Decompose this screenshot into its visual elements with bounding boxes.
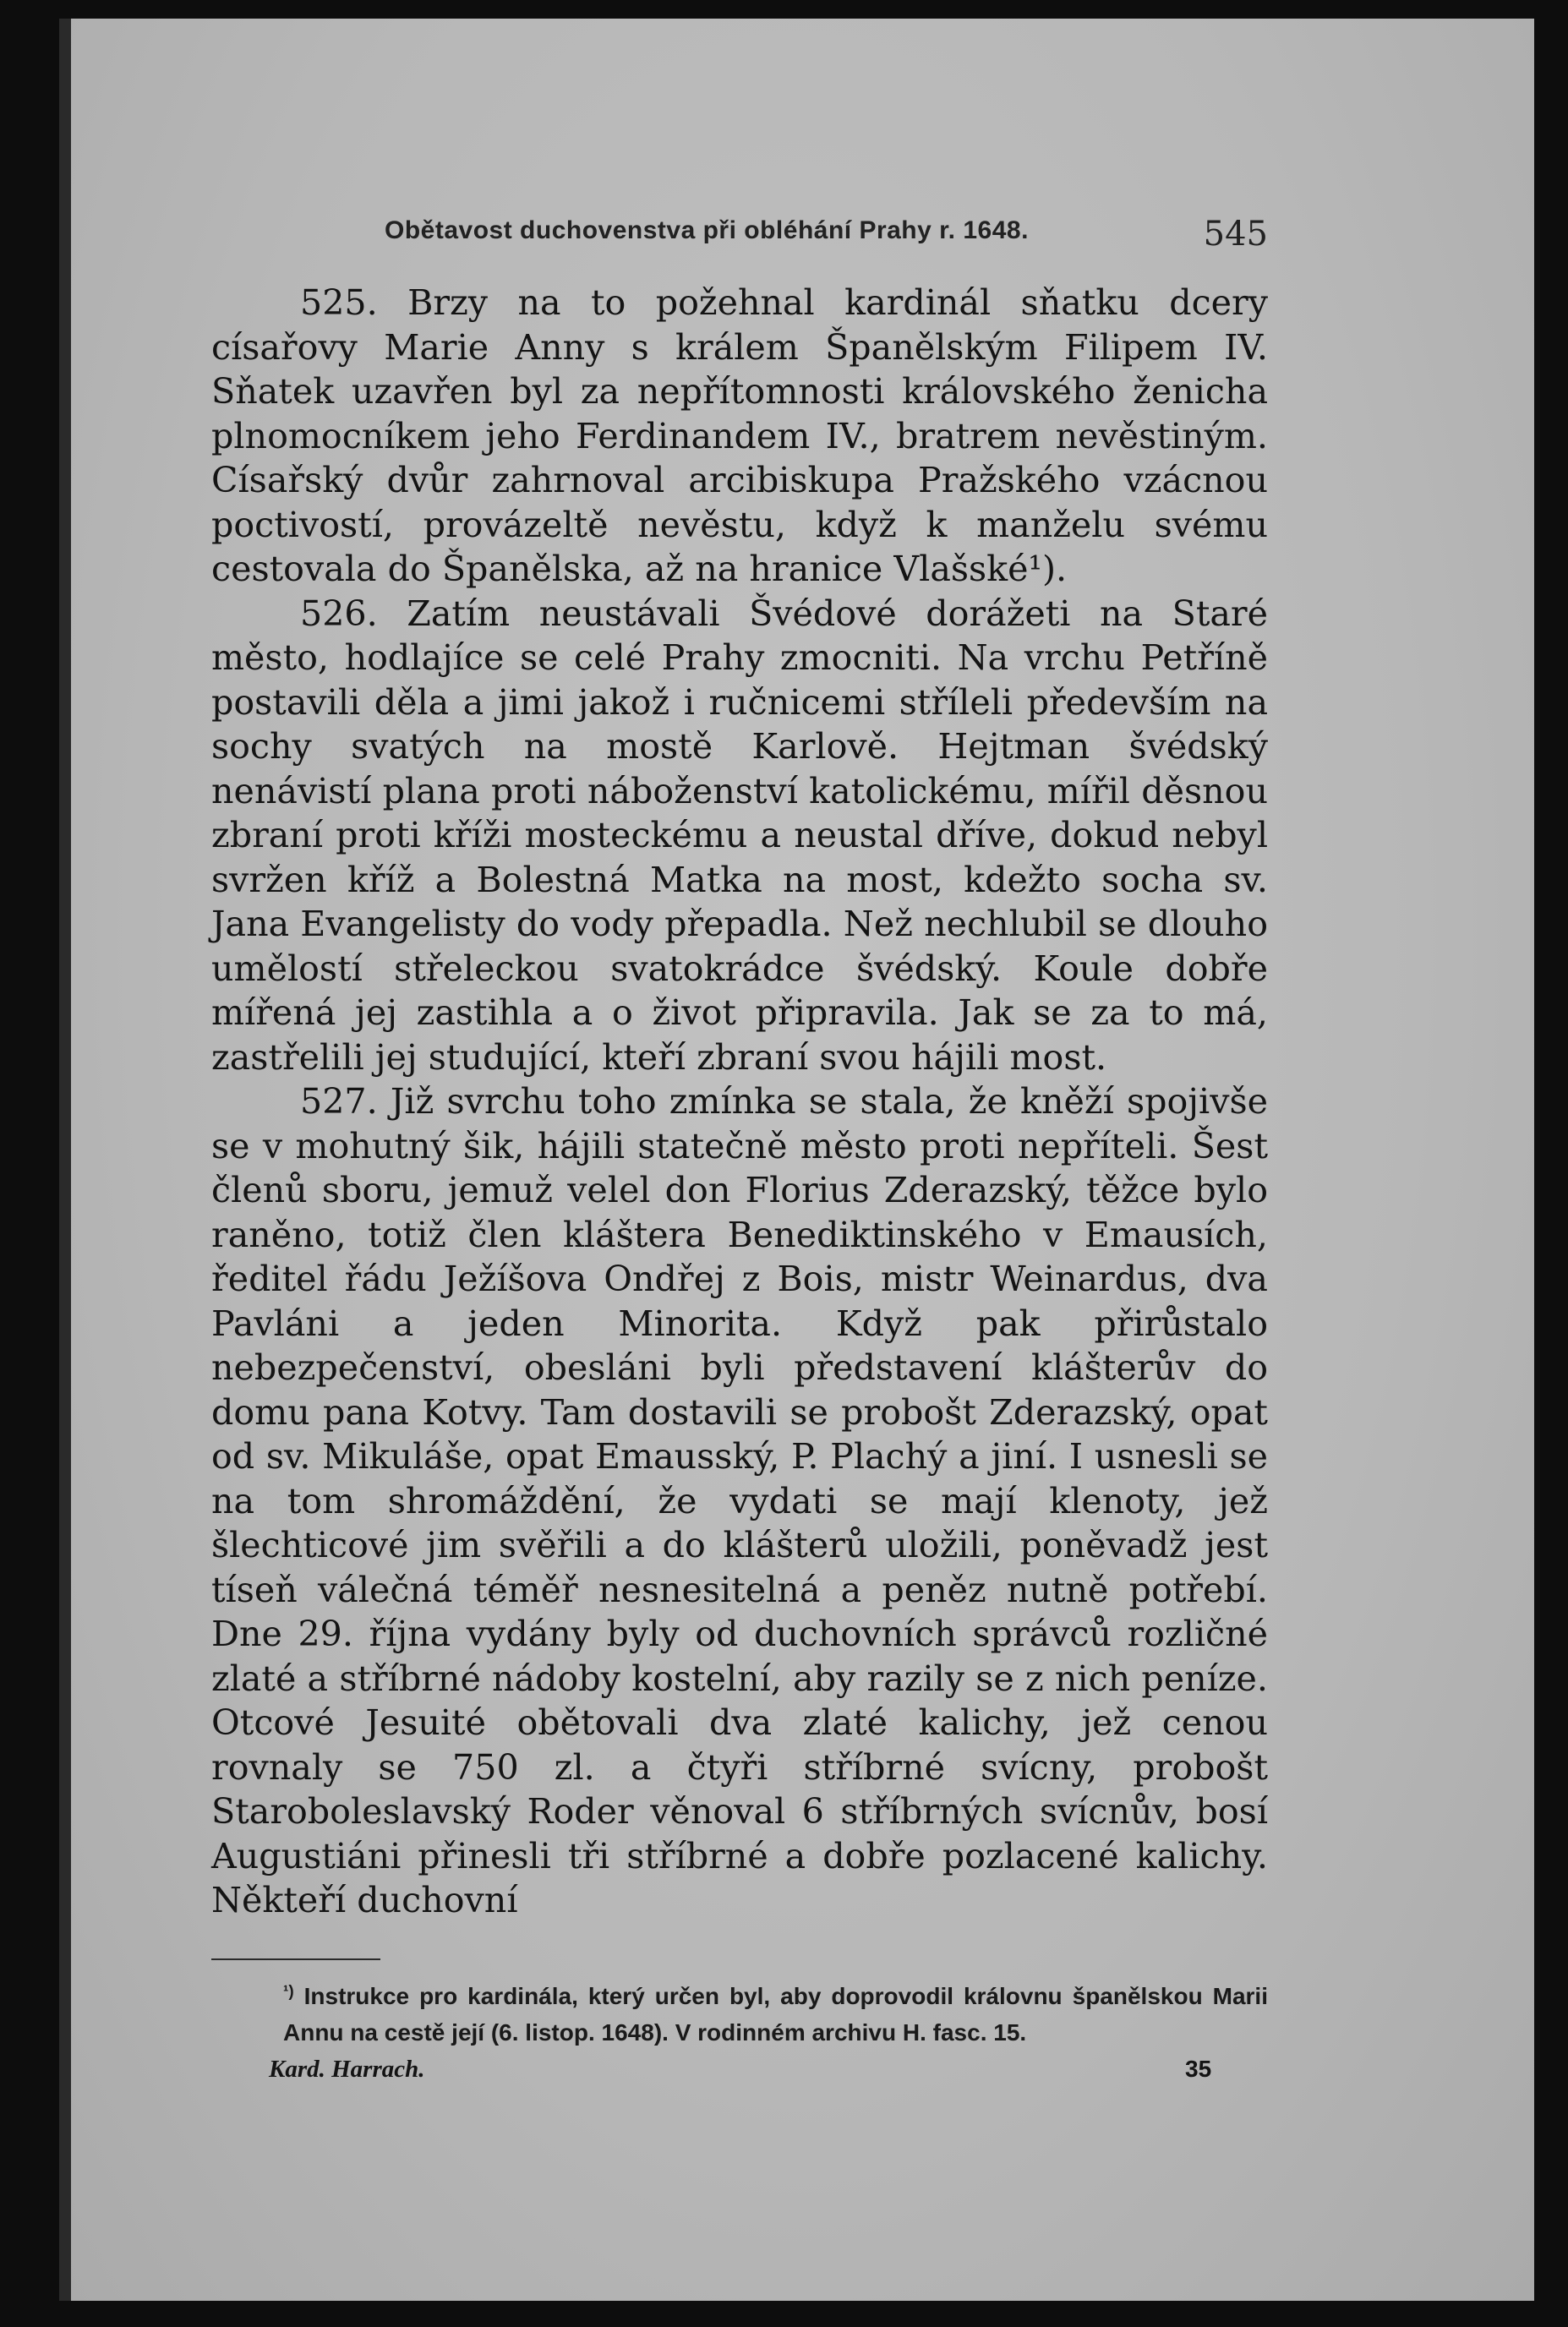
footnote-marker: ¹): [283, 1982, 294, 2001]
signature-text: Kard. Harrach.: [269, 2055, 425, 2083]
sheet-number: 35: [1185, 2055, 1212, 2082]
footnote: [211, 1974, 1268, 2051]
paragraph-525: 525. Brzy na to požehnal kardinál sňatku dcery císařovy Marie Anny s králem Španělským Filipem IV. Sňatek uzavřen byl za nepřítomnosti královského ženicha plnomocníkem jeho Ferdinandem IV., bratrem nevěstiným. Císařský dvůr zahrnoval arcibiskupa Pražského vzácnou poctivostí, provázeltě nevěstu, když k manželu svému cestovala do Španělska, až na hranice Vlašské¹).: [211, 282, 1268, 589]
running-head: [211, 213, 1268, 264]
page-number: 545: [1203, 215, 1268, 254]
paragraph-526: 526. Zatím neustávali Švédové dorážeti na Staré město, hodlajíce se celé Prahy zmocniti. Na vrchu Petříně postavili děla a jimi jakož i ručnicemi stříleli především na sochy svatých na mostě Karlově. Hejtman švédský nenávistí plana proti náboženství katolickému, mířil děsnou zbraní proti kříži mosteckému a neustal dříve, dokud nebyl svržen kříž a Bolestná Matka na most, kdežto socha sv. Jana Evangelisty do vody přepadla. Než nechlubil se dlouho umělostí střeleckou svatokrádce švédský. Koule dobře mířená jej zastihla a o život připravila. Jak se za to má, zastřelili jej studující, kteří zbraní svou hájili most.: [211, 593, 1268, 1078]
footnote-text: Instrukce pro kardinála, který určen byl, aby doprovodil královnu španělskou Marii Annu na cestě její (6. listop. 1648). V rodinném archivu H. fasc. 15.: [283, 1982, 1268, 2046]
page-content: [211, 213, 1268, 2093]
footnote-separator: [211, 1958, 380, 1960]
paragraph-527: 527. Již svrchu toho zmínka se stala, že kněží spojivše se v mohutný šik, hájili statečně město proti nepříteli. Šest členů sboru, jemuž velel don Florius Zderazský, těžce bylo raněno, totiž člen kláštera Benediktinského v Emausích, ředitel řádu Ježíšova Ondřej z Bois, mistr Weinardus, dva Pavláni a jeden Minorita. Když pak přirůstalo nebezpečenství, obesláni byli představení klášterův do domu pana Kotvy. Tam dostavili se probošt Zderazský, opat od sv. Mikuláše, opat Emausský, P. Plachý a jiní. I usnesli se na tom shromáždění, že vydati se mají klenoty, jež šlechticové jim svěřili a do klášterů uložili, poněvadž jest tíseň válečná téměř nesnesitelná a peněz nutně potřebí. Dne 29. října vydány byly od duchovních správců rozličné zlaté a stříbrné nádoby kostelní, aby razily se z nich peníze. Otcové Jesuité obětovali dva zlaté kalichy, jež cenou rovnaly se 750 zl. a čtyři stříbrné svícny, probošt Staroboleslavský Roder věnoval 6 stříbrných svícnův, bosí Augustiáni přinesli tři stříbrné a dobře pozlacené kalichy. Někteří duchovní: [211, 1081, 1268, 1920]
body-text: [211, 281, 1268, 1923]
signature-line: [211, 2056, 1268, 2093]
page-binding-edge: [59, 19, 71, 2301]
running-title: Obětavost duchovenstva při obléhání Prahy r. 1648.: [385, 216, 1029, 244]
